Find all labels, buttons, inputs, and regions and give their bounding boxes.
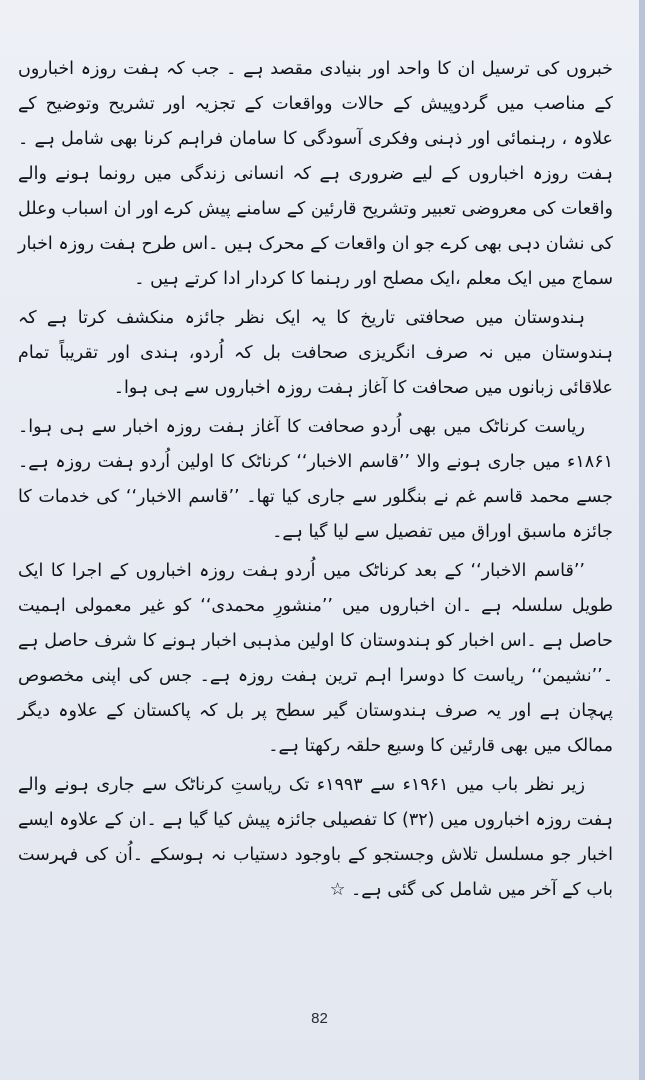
page-number: 82 [311,1010,328,1027]
paragraph-1: خبروں کی ترسیل ان کا واحد اور بنیادی مقصد ہے ۔ جب کہ ہفت روزہ اخباروں کے مناصب میں گردوپیش کے حالات وواقعات کے تجزیہ اور تشریح وتوضیح کے علاوہ ، رہنمائی اور ذہنی وفکری آسودگی کا سامان فراہم کرنا بھی شامل ہے ۔ہفت روزہ اخباروں کے لیے ضروری ہے کہ انسانی زندگی میں رونما ہونے والے واقعات کی معروضی تعبیر وتشریح قارئین کے سامنے پیش کرے اور ان اسباب وعلل کی نشان دہی بھی کرے جو ان واقعات کے محرک ہیں ۔اس طرح ہفت روزہ اخبار سماج میں ایک معلم ،ایک مصلح اور رہنما کا کردار ادا کرتے ہیں ۔ [18,59,613,289]
paragraph-5: زیر نظر باب میں ۱۹۶۱ء سے ۱۹۹۳ء تک ریاستِ کرناٹک سے جاری ہونے والے ہفت روزہ اخباروں میں (۳۲) کا تفصیلی جائزہ پیش کیا گیا ہے ۔ان کے علاوہ ایسے اخبار جو مسلسل تلاش وجستجو کے باوجود دستیاب نہ ہوسکے ۔اُن کی فہرست باب کے آخر میں شامل کی گئی ہے۔ ☆ [18,775,613,900]
paragraph-4: ’’قاسم الاخبار‘‘ کے بعد کرناٹک میں اُردو ہفت روزہ اخباروں کے اجرا کا ایک طویل سلسلہ ہے ۔ان اخباروں میں ’’منشورِ محمدی‘‘ کو غیر معمولی اہمیت حاصل ہے ۔اس اخبار کو ہندوستان کا اولین مذہبی اخبار ہونے کا شرف حاصل ہے ۔’’نشیمن‘‘ ریاست کا دوسرا اہم ترین ہفت روزہ ہے۔ جس کی اپنی مخصوص پہچان ہے اور یہ صرف ہندوستان گیر سطح پر بل کہ پاکستان کے علاوہ دیگر ممالک میں بھی قارئین کا وسیع حلقہ رکھتا ہے۔ [18,561,613,756]
paragraph-2: ہندوستان میں صحافتی تاریخ کا یہ ایک نظر جائزہ منکشف کرتا ہے کہ ہندوستان میں نہ صرف انگریزی صحافت بل کہ اُردو، ہندی اور تقریباً تمام علاقائی زبانوں میں صحافت کا آغاز ہفت روزہ اخباروں سے ہی ہوا۔ [18,308,613,398]
body-text [18,52,613,912]
paragraph-3: ریاست کرناٹک میں بھی اُردو صحافت کا آغاز ہفت روزہ اخبار سے ہی ہوا۔ ۱۸۶۱ء میں جاری ہونے والا ’’قاسم الاخبار‘‘ کرناٹک کا اولین اُردو ہفت روزہ ہے۔ جسے محمد قاسم غم نے بنگلور سے جاری کیا تھا۔ ’’قاسم الاخبار‘‘ کی خدمات کا جائزہ ماسبق اوراق میں تفصیل سے لیا گیا ہے۔ [18,417,613,542]
